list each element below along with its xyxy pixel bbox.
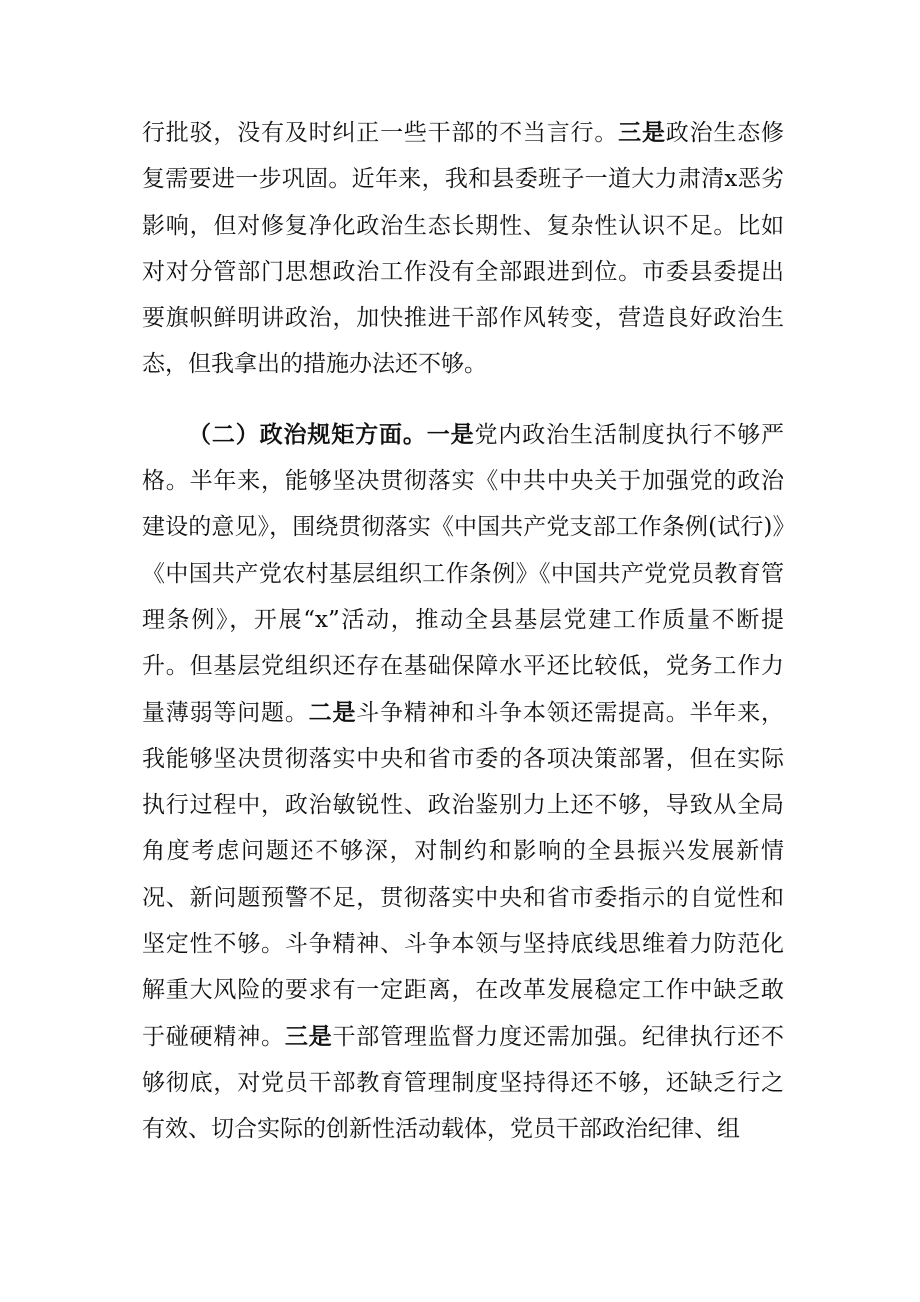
- paragraph-text: 斗争精神和斗争本领还需提高。半年来，我能够坚决贯彻落实中央和省市委的各项决策部署，但在实际执行过程中，政治敏锐性、政治鉴别力上还不够，导致从全局角度考虑问题还不够深，对制约和影响的全县振兴发展新情况、新问题预警不足，贯彻落实中央和省市委指示的自觉性和坚定性不够。斗争精神、斗争本领与坚持底线思维着力防范化解重大风险的要求有一定距离，在改革发展稳定工作中缺乏敢于碰硬精神。: [142, 699, 785, 1050]
- paragraph-text: 党内政治生活制度执行不够严格。半年来，能够坚决贯彻落实《中共中央关于加强党的政治建设的意见》，围绕贯彻落实《中国共产党支部工作条例(试行)》《中国共产党农村基层组织工作条例》《中国共产党党员教育管理条例》，开展“x”活动，推动全县基层党建工作质量不断提升。但基层党组织还存在基础保障水平还比较低，党务工作力量薄弱等问题。: [142, 421, 784, 726]
- document-body: [142, 110, 784, 1153]
- paragraph-text: 干部管理监督力度还需加强。纪律执行还不够彻底，对党员干部教育管理制度坚持得还不够，还缺乏行之有效、切合实际的创新性活动载体，党员干部政治纪律、组: [142, 1023, 785, 1143]
- paragraph-political-rules: [142, 412, 784, 1153]
- paragraph-text: 行批驳，没有及时纠正一些干部的不当言行。: [142, 120, 619, 146]
- paragraph-text: 政治生态修复需要进一步巩固。近年来，我和县委班子一道大力肃清x恶劣影响，但对修复净化政治生态长期性、复杂性认识不足。比如对对分管部门思想政治工作没有全部跟进到位。市委县委提出要旗帜鲜明讲政治，加快推进干部作风转变，营造良好政治生态，但我拿出的措施办法还不够。: [142, 120, 785, 378]
- bold-marker: 三是: [284, 1023, 333, 1050]
- paragraph-political-ecology: [142, 110, 784, 388]
- bold-marker: 二是: [308, 699, 357, 726]
- section-heading: （二）政治规矩方面。一是: [188, 421, 475, 448]
- bold-marker: 三是: [618, 120, 666, 146]
